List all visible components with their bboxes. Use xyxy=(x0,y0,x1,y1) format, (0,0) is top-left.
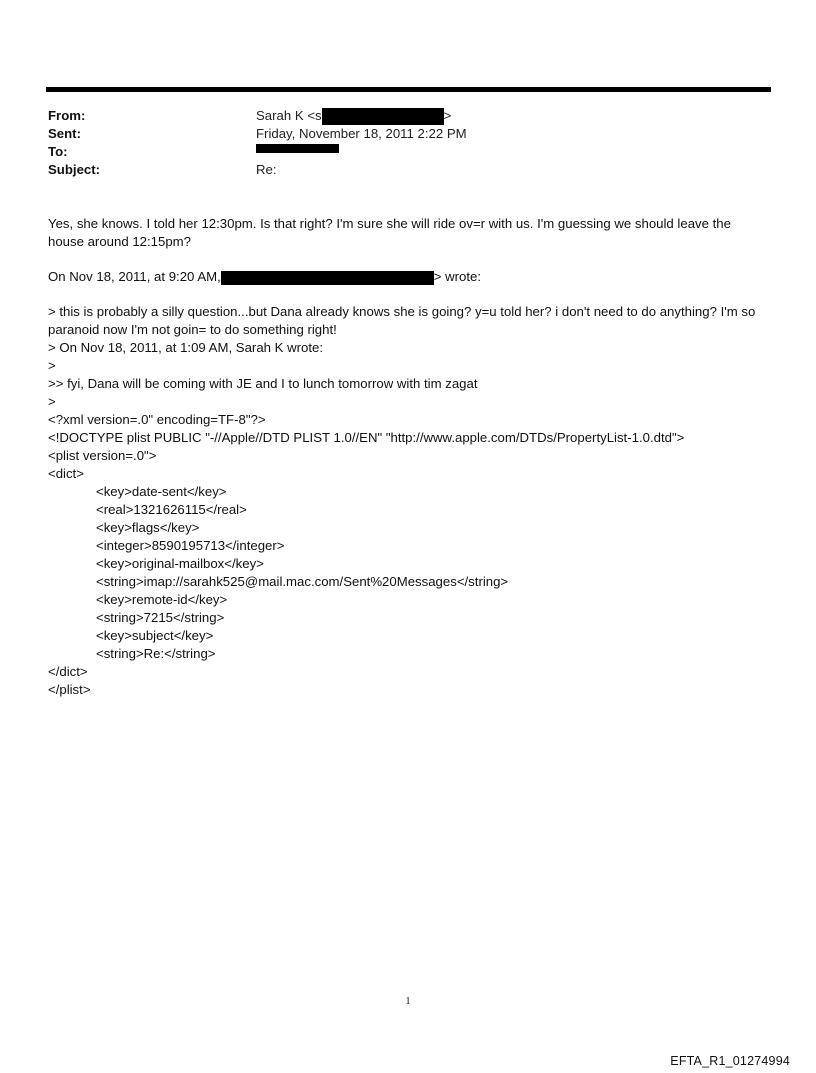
to-value xyxy=(256,143,339,161)
quote-intro-prefix: On Nov 18, 2011, at 9:20 AM, xyxy=(48,269,221,284)
redaction-box xyxy=(256,144,339,153)
sent-label: Sent: xyxy=(48,126,81,141)
plist-line: <string>Re:</string> xyxy=(96,646,216,661)
plist-closing xyxy=(48,663,770,699)
quote-intro-suffix: > wrote: xyxy=(433,269,482,284)
reply-paragraph: Yes, she knows. I told her 12:30pm. Is that right? I'm sure she will ride ov=r with us. I'm guessing we should leave the house around 12:15pm? xyxy=(48,216,731,249)
quoted-paragraph: > this is probably a silly question...but Dana already knows she is going? y=u told her? i don't need to do anything? I'm so paranoid now I'm not goin= to do something right! xyxy=(48,304,756,337)
subject-label: Subject: xyxy=(48,162,101,177)
quoted-lines xyxy=(48,339,770,483)
plist-line: <real>1321626115</real> xyxy=(96,502,247,517)
plist-line: <string>imap://sarahk525@mail.mac.com/Sent%20Messages</string> xyxy=(96,574,509,589)
plist-line: <key>subject</key> xyxy=(96,628,214,643)
subject-row xyxy=(48,161,748,179)
text-line: </dict> xyxy=(48,664,88,679)
sent-row xyxy=(48,125,748,143)
from-label: From: xyxy=(48,108,86,123)
from-row xyxy=(48,107,748,125)
sent-value: Friday, November 18, 2011 2:22 PM xyxy=(256,126,467,141)
text-line: <!DOCTYPE plist PUBLIC "-//Apple//DTD PLIST 1.0//EN" "http://www.apple.com/DTDs/PropertyList-1.0.dtd"> xyxy=(48,430,685,445)
plist-line: <key>original-mailbox</key> xyxy=(96,556,264,571)
plist-line: <integer>8590195713</integer> xyxy=(96,538,285,553)
text-line: > xyxy=(48,394,56,409)
text-line: </plist> xyxy=(48,682,91,697)
from-value-suffix: > xyxy=(443,108,452,123)
redaction-box xyxy=(322,108,444,125)
plist-dict-entries xyxy=(48,483,770,663)
from-value xyxy=(256,107,451,125)
text-line: > On Nov 18, 2011, at 1:09 AM, Sarah K wrote: xyxy=(48,340,324,355)
text-line: <plist version=.0"> xyxy=(48,448,157,463)
text-line: <?xml version=.0" encoding=TF-8"?> xyxy=(48,412,266,427)
from-value-prefix: Sarah K <s xyxy=(256,108,322,123)
plist-line: <key>date-sent</key> xyxy=(96,484,227,499)
email-header xyxy=(48,107,748,179)
redaction-box xyxy=(221,271,434,285)
subject-value: Re: xyxy=(256,162,277,177)
plist-line: <key>remote-id</key> xyxy=(96,592,228,607)
to-row xyxy=(48,143,748,161)
plist-line: <key>flags</key> xyxy=(96,520,200,535)
bates-number: EFTA_R1_01274994 xyxy=(670,1054,790,1068)
to-label: To: xyxy=(48,144,68,159)
text-line: >> fyi, Dana will be coming with JE and I to lunch tomorrow with tim zagat xyxy=(48,376,478,391)
header-divider xyxy=(46,87,771,92)
quote-intro xyxy=(48,268,770,286)
page-number: 1 xyxy=(405,995,411,1007)
email-body xyxy=(48,215,770,699)
text-line: > xyxy=(48,358,56,373)
text-line: <dict> xyxy=(48,466,84,481)
plist-line: <string>7215</string> xyxy=(96,610,225,625)
